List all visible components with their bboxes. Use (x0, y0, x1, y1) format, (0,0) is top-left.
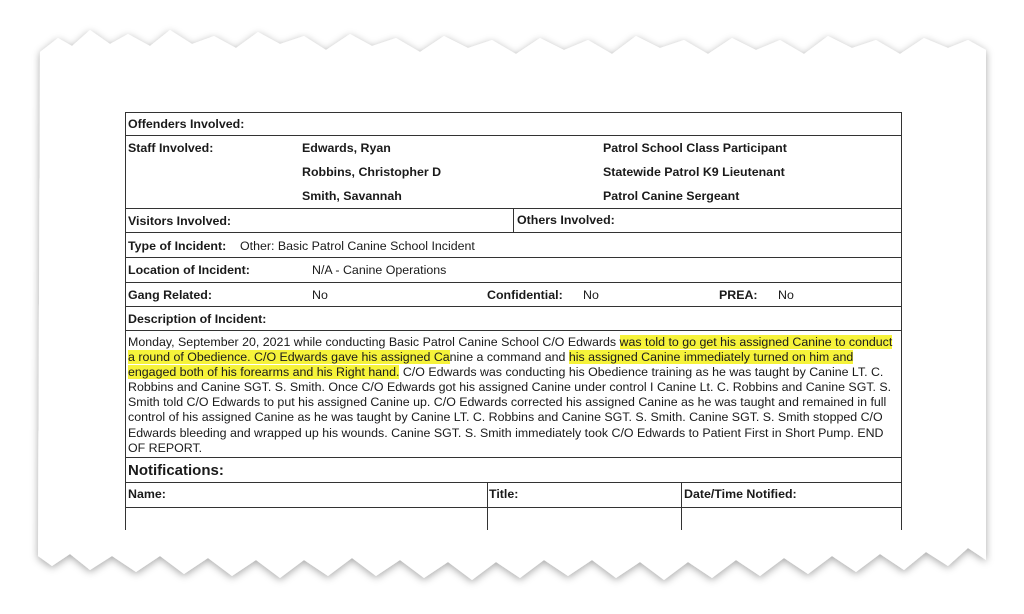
staff-title: Patrol Canine Sergeant (603, 189, 740, 203)
rule (125, 457, 902, 458)
others-label: Others Involved: (517, 213, 615, 227)
form-left-border (125, 112, 126, 530)
notif-title-label: Title: (489, 487, 519, 501)
description-label: Description of Incident: (128, 312, 267, 326)
rule (125, 330, 902, 331)
staff-name: Smith, Savannah (302, 189, 402, 203)
staff-title: Patrol School Class Participant (603, 141, 787, 155)
description-segment: C/O Edwards was conducting his Obedience training as he was taught by Canine LT. C. Robbins and Canine SGT. S. Smith. Once C/O Edwards got his assigned Canine under control I Canine Lt. C. Robbins and Canine SGT. S. Smith told C/O Edwards to put his assigned Canine up. C/O Edwards corrected his assigned Canine as he was taught and remained in full control of his assigned Canine as he was taught by Canine LT. C. Robbins and Canine SGT. S. Smith. Canine SGT. S. Smith stopped C/O Edwards bleeding and wrapped up his wounds. Canine SGT. S. Smith immediately took C/O Edwards to Patient First in Short Pump. END OF REPORT. (128, 365, 892, 455)
staff-label: Staff Involved: (128, 141, 214, 155)
rule (125, 257, 902, 258)
staff-name: Edwards, Ryan (302, 141, 391, 155)
location-label: Location of Incident: (128, 263, 250, 277)
type-value: Other: Basic Patrol Canine School Incident (240, 239, 475, 253)
description-highlight: his assigned Canine immediately turned on him and engaged both of his forearms and his Right hand. (128, 350, 854, 380)
incident-report-form (125, 112, 902, 530)
confidential-label: Confidential: (487, 288, 563, 302)
notifications-label: Notifications: (128, 462, 224, 479)
rule (125, 482, 902, 483)
staff-name: Robbins, Christopher D (302, 165, 442, 179)
confidential-value: No (583, 288, 599, 302)
form-right-border (901, 112, 902, 530)
offenders-label: Offenders Involved: (128, 117, 245, 131)
prea-value: No (778, 288, 794, 302)
divider (487, 482, 488, 530)
description-highlight: was told to go get his assigned Canine to conduct a round of Obedience. C/O Edwards gave his assigned Ca (128, 335, 893, 365)
rule (125, 112, 902, 113)
rule (125, 306, 902, 307)
staff-title: Statewide Patrol K9 Lieutenant (603, 165, 785, 179)
description-text (128, 335, 900, 456)
description-segment: Monday, September 20, 2021 while conducting Basic Patrol Canine School C/O Edwards (128, 335, 620, 349)
rule (125, 507, 902, 508)
rule (125, 232, 902, 233)
divider (513, 208, 514, 232)
rule (125, 282, 902, 283)
type-label: Type of Incident: (128, 239, 227, 253)
notif-date-label: Date/Time Notified: (684, 487, 797, 501)
gang-value: No (312, 288, 328, 302)
prea-label: PREA: (719, 288, 758, 302)
rule (125, 135, 902, 136)
gang-label: Gang Related: (128, 288, 212, 302)
description-segment: nine a command and (449, 350, 569, 365)
location-value: N/A - Canine Operations (312, 263, 447, 277)
visitors-label: Visitors Involved: (128, 214, 232, 228)
divider (681, 482, 682, 530)
notif-name-label: Name: (128, 487, 166, 501)
